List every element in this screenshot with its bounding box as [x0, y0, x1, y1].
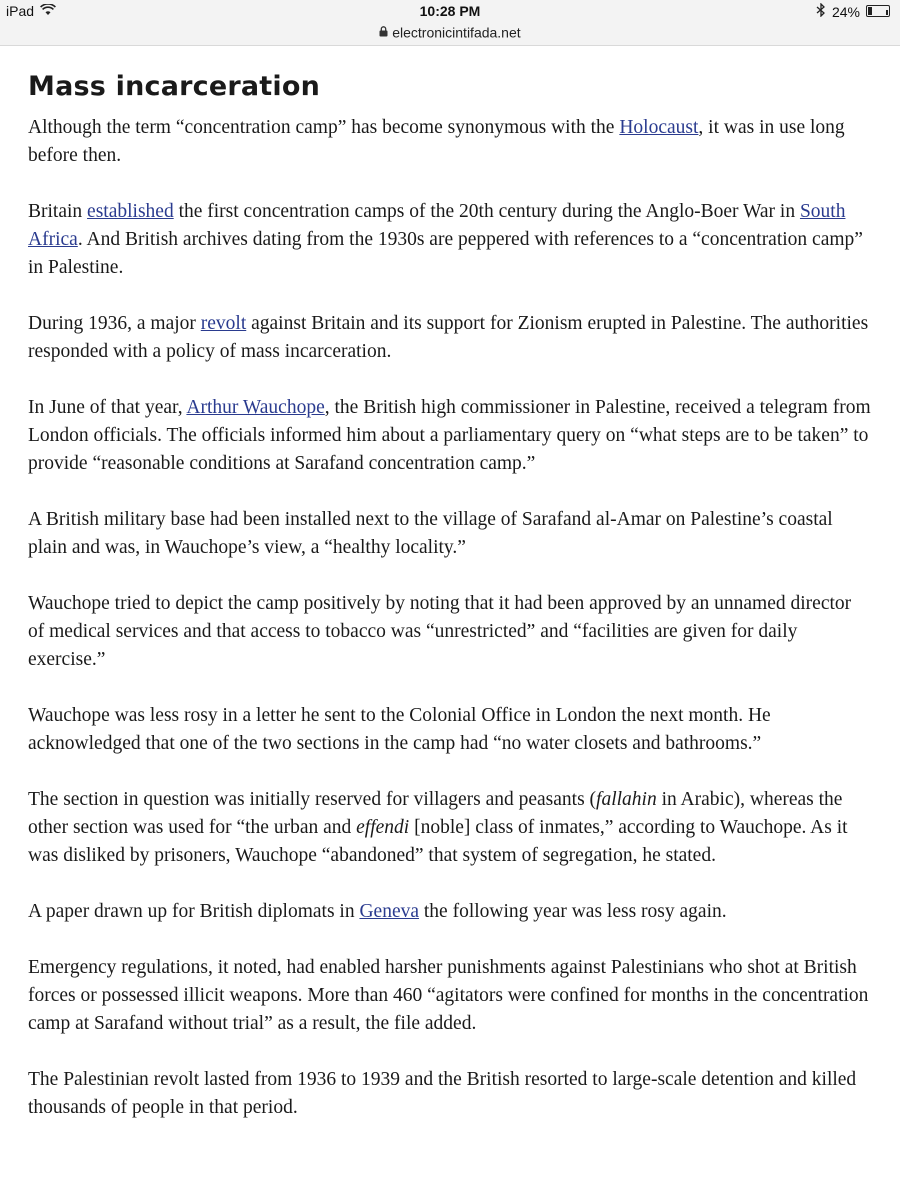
holocaust-link[interactable]: Holocaust	[619, 117, 699, 138]
battery-percent: 24%	[831, 3, 860, 20]
bluetooth-icon	[816, 3, 826, 20]
device-name: iPad	[6, 3, 35, 19]
paragraph: A paper drawn up for British diplomats in Geneva the following year was less rosy again.	[28, 901, 727, 922]
browser-status-bar	[0, 0, 900, 46]
paragraph: The Palestinian revolt lasted from 1936 to 1939 and the British resorted to large-scale detention and killed thousands of people in that period.	[28, 1069, 857, 1118]
arthur-wauchope-link[interactable]: Arthur Wauchope	[186, 397, 325, 418]
effendi-term: effendi	[356, 817, 410, 838]
clock: 10:28 PM	[419, 3, 481, 19]
geneva-link[interactable]: Geneva	[359, 901, 420, 922]
paragraph: In June of that year, Arthur Wauchope, the British high commissioner in Palestine, received a telegram from London officials. The officials informed him about a parliamentary query on “what steps are to be taken” to provide “reasonable conditions at Sarafand concentration camp.”	[28, 397, 871, 474]
address-bar[interactable]	[0, 23, 900, 40]
battery-fill	[868, 7, 872, 15]
south-africa-link[interactable]: South Africa	[28, 201, 846, 250]
paragraph: Wauchope was less rosy in a letter he sent to the Colonial Office in London the next month. He acknowledged that one of the two sections in the camp had “no water closets and bathrooms.”	[28, 705, 771, 754]
paragraph: Wauchope tried to depict the camp positively by noting that it had been approved by an unnamed director of medical services and that access to tobacco was “unrestricted” and “facilities are given for daily exercise.”	[28, 593, 852, 670]
revolt-link[interactable]: revolt	[200, 313, 247, 334]
paragraph: Although the term “concentration camp” has become synonymous with the Holocaust, it was in use long before then.	[28, 117, 845, 166]
paragraph: During 1936, a major revolt against Britain and its support for Zionism erupted in Palestine. The authorities responded with a policy of mass incarceration.	[28, 313, 869, 362]
section-heading: Mass incarceration	[28, 71, 321, 102]
battery-icon	[866, 4, 890, 20]
paragraph: Britain established the first concentration camps of the 20th century during the Anglo-Boer War in South Africa. And British archives dating from the 1930s are peppered with references to a “concentration camp” in Palestine.	[28, 201, 863, 278]
lock-icon	[379, 24, 392, 40]
paragraph: A British military base had been installed next to the village of Sarafand al-Amar on Palestine’s coastal plain and was, in Wauchope’s view, a “healthy locality.”	[28, 509, 833, 558]
established-link[interactable]: established	[87, 201, 174, 222]
paragraph: The section in question was initially reserved for villagers and peasants (fallahin in Arabic), whereas the other section was used for “the urban and effendi [noble] class of inmates,” according to Wauchope. As it was disliked by prisoners, Wauchope “abandoned” that system of segregation, he stated.	[28, 789, 848, 866]
fallahin-term: fallahin	[596, 789, 657, 810]
url-text: electronicintifada.net	[392, 24, 521, 41]
status-right	[816, 3, 890, 20]
article-body	[0, 46, 900, 1122]
paragraph: Emergency regulations, it noted, had enabled harsher punishments against Palestinians who shot at British forces or possessed illicit weapons. More than 460 “agitators were confined for months in the concentration camp at Sarafand without trial” as a result, the file added.	[28, 957, 869, 1034]
